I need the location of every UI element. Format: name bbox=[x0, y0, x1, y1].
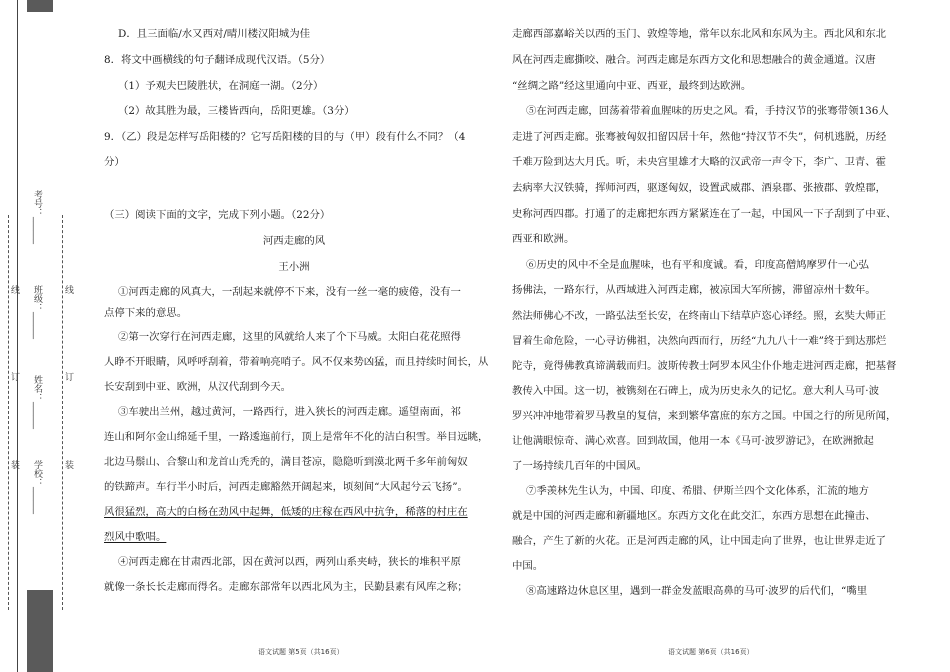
paragraph-6-line: 冒着生命危险，一心寻访佛祖，决然向西而行，历经“九九八十一难”终于到达那烂 bbox=[512, 335, 887, 347]
question-8-part-2: （2）故其胜为最，三楼皆西向，岳阳更雄。（3分） bbox=[118, 105, 355, 117]
underlined-sentence: 烈风中歌唱。 bbox=[104, 531, 167, 543]
paragraph-5-line: 去病率大汉铁骑，挥师河西，驱逐匈奴，设置武威郡、酒泉郡、张掖郡、敦煌郡， bbox=[512, 182, 887, 194]
paragraph-3-line: 北边马鬃山、合黎山和龙首山秃秃的，满目苍凉，隐隐听到漠北两千多年前匈奴 bbox=[104, 456, 468, 468]
paragraph-7-line: 融合，产生了新的火花。正是河西走廊的风，让中国走向了世界，也让世界走近了 bbox=[512, 535, 887, 547]
article-title: 河西走廊的风 bbox=[262, 235, 326, 247]
underlined-sentence: 风很猛烈，高大的白杨在劲风中起舞，低矮的庄稼在西风中抗争，稀落的村庄在 bbox=[104, 506, 468, 518]
fold-mark: 装 bbox=[63, 460, 73, 469]
paragraph-4-cont: “丝绸之路”经这里通向中亚、西亚，最终到达欧洲。 bbox=[512, 80, 752, 92]
paragraph-6-line: 了一场持续几百年的中国风。 bbox=[512, 460, 648, 472]
page-footer-right: 语文试题 第6页（共16页） bbox=[668, 648, 754, 656]
exam-number-label: 考号：______ bbox=[32, 190, 42, 244]
question-9: 9．（乙）段是怎样写岳阳楼的？它写岳阳楼的目的与（甲）段有什么不同？（4 bbox=[104, 131, 466, 143]
paragraph-6-line: 罗兴冲冲地带着罗马教皇的复信，来到繁华富庶的东方之国。中国之行的所见所闻， bbox=[512, 410, 897, 422]
paragraph-3-line: ③车驶出兰州，越过黄河，一路西行，进入狭长的河西走廊。遥望南面，祁 bbox=[118, 406, 461, 418]
paragraph-1-line: ①河西走廊的风真大，一刮起来就停不下来，没有一丝一毫的疲倦，没有一 bbox=[118, 286, 461, 298]
paragraph-4-cont: 风在河西走廊撕咬、融合。河西走廊是东西方文化和思想融合的黄金通道。汉唐 bbox=[512, 54, 876, 66]
paragraph-3-line: 连山和阿尔金山绵延千里，一路逶迤前行，顶上是常年不化的洁白积雪。举目远眺， bbox=[104, 431, 489, 443]
paragraph-1-line: 点停下来的意思。 bbox=[104, 307, 188, 319]
paragraph-4-cont: 走廊西部嘉峪关以西的玉门、敦煌等地，常年以东北风和东风为主。西北风和东北 bbox=[512, 28, 887, 40]
paragraph-5-line: 千难万险到达大月氏。听，未央宫里雄才大略的汉武帝一声令下，李广、卫青、霍 bbox=[512, 156, 887, 168]
question-9-cont: 分） bbox=[104, 156, 125, 168]
paragraph-6-line: 扬佛法，一路东行，从西域进入河西走廊，被凉国大军所掳，滞留凉州十数年。 bbox=[512, 284, 876, 296]
fold-mark: 订 bbox=[9, 372, 19, 381]
paragraph-5-line: 走进了河西走廊。张骞被匈奴扣留囚居十年，然他“持汉节不失”，伺机逃脱，历经 bbox=[512, 131, 887, 143]
class-label: 班级：______ bbox=[32, 285, 42, 339]
paragraph-7-line: 中国。 bbox=[512, 560, 544, 572]
paragraph-6-line: 让他满眼惊奇、满心欢喜。回到故国，他用一本《马可·波罗游记》，在欧洲掀起 bbox=[512, 435, 874, 447]
paragraph-6-line: ⑥历史的风中不全是血腥味，也有平和度诚。看，印度高僧鸠摩罗什一心弘 bbox=[526, 259, 869, 271]
paragraph-6-line: 陀寺，竟得佛教真谛满载而归。波斯传教士阿罗本风尘仆仆地走进河西走廊，把基督 bbox=[512, 360, 897, 372]
paragraph-4-line: ④河西走廊在甘肃西北部，因在黄河以西，两列山系夹峙，狭长的堆积平原 bbox=[118, 556, 461, 568]
paragraph-4-line: 就像一条长长走廊而得名。走廊东部常年以西北风为主，民勤县素有风库之称； bbox=[104, 581, 468, 593]
school-label: 学校：______ bbox=[32, 460, 42, 514]
question-8: 8．将文中画横线的句子翻译成现代汉语。（5分） bbox=[104, 54, 331, 66]
paragraph-2-line: 长安刮到中亚、欧洲，从汉代刮到今天。 bbox=[104, 381, 292, 393]
question-8-part-1: （1）予观夫巴陵胜状，在洞庭一湖。（2分） bbox=[118, 80, 324, 92]
paragraph-3-line: 的铁蹄声。车行半小时后，河西走廊豁然开阔起来，顷刻间“大风起兮云飞扬”。 bbox=[104, 481, 468, 493]
article-author: 王小洲 bbox=[278, 261, 310, 273]
name-label: 姓名：______ bbox=[32, 375, 42, 429]
option-d: D．且三面临/水又西对/晴川楼汉阳城为佳 bbox=[118, 28, 310, 40]
page-footer-left: 语文试题 第5页（共16页） bbox=[258, 648, 344, 656]
section-3-heading: （三）阅读下面的文字，完成下列小题。（22分） bbox=[104, 209, 331, 221]
paragraph-6-line: 教传入中国。这一切，被镌刻在石碑上，成为历史永久的记忆。意大利人马可·波 bbox=[512, 385, 879, 397]
right-page bbox=[490, 0, 950, 672]
paragraph-7-line: 就是中国的河西走廊和新疆地区。东西方文化在此交汇，东西方思想在此撞击、 bbox=[512, 510, 876, 522]
paragraph-2-line: ②第一次穿行在河西走廊，这里的风就给人来了个下马威。太阳白花花照得 bbox=[118, 331, 461, 343]
fold-mark: 线 bbox=[9, 285, 19, 294]
fold-mark: 订 bbox=[63, 372, 73, 381]
paragraph-5-line: 西亚和欧洲。 bbox=[512, 233, 575, 245]
paragraph-2-line: 人睁不开眼睛，风呼呼刮着，带着响亮哨子。风不仅来势凶猛，而且持续时间长，从 bbox=[104, 356, 489, 368]
paragraph-8-line: ⑧高速路边休息区里，遇到一群金发蓝眼高鼻的马可·波罗的后代们，“嘴里 bbox=[526, 585, 868, 597]
paragraph-5-line: ⑤在河西走廊，回荡着带着血腥味的历史之风。看，手持汉节的张骞带领136人 bbox=[526, 105, 889, 117]
fold-mark: 线 bbox=[63, 285, 73, 294]
paragraph-7-line: ⑦季羡林先生认为，中国、印度、希腊、伊斯兰四个文化体系，汇流的地方 bbox=[526, 485, 869, 497]
fold-mark: 装 bbox=[9, 460, 19, 469]
paragraph-5-line: 史称河西四郡。打通了的走廊把东西方紧紧连在了一起，中国风一下子刮到了中亚、 bbox=[512, 208, 897, 220]
paragraph-6-line: 然法师佛心不改，一路弘法至长安，在终南山下结草庐恣心译经。照，玄奘大师正 bbox=[512, 310, 887, 322]
